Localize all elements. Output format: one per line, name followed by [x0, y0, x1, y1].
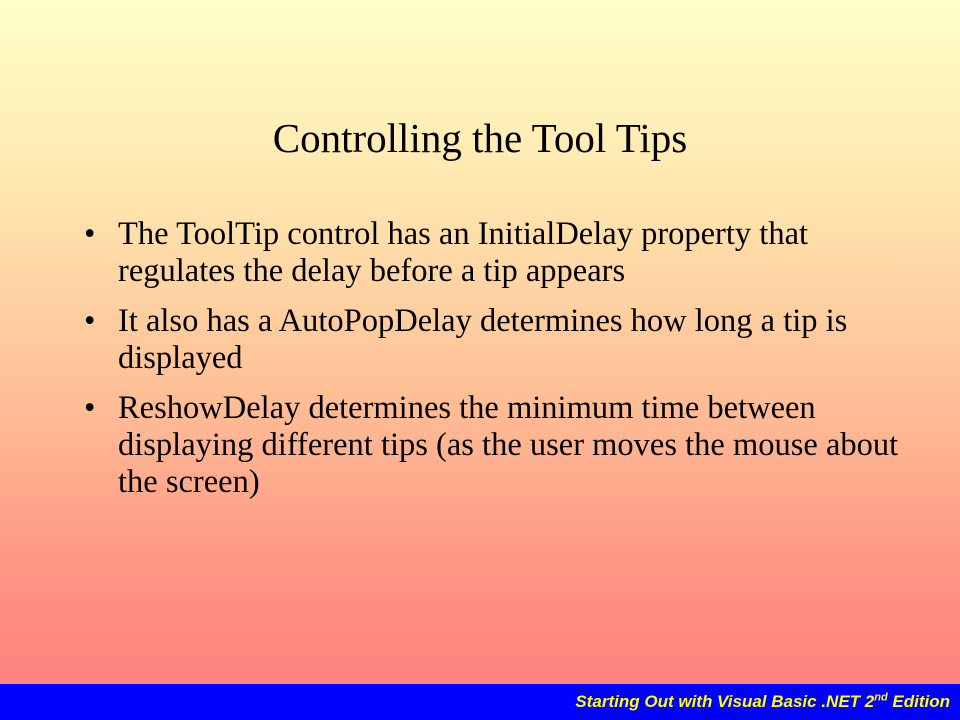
bullet-icon: •: [84, 216, 96, 252]
bullet-text: The ToolTip control has an InitialDelay property that regulates the delay before a tip appears: [118, 216, 809, 289]
bullet-list: [80, 216, 900, 514]
footer-bar: [0, 684, 960, 720]
bullet-icon: •: [84, 303, 96, 339]
bullet-text: It also has a AutoPopDelay determines how long a tip is displayed: [118, 303, 848, 376]
bullet-icon: •: [84, 390, 96, 426]
slide-title: Controlling the Tool Tips: [272, 115, 688, 161]
bullet-item: [80, 216, 900, 290]
footer-book-title: Starting Out with Visual Basic .NET 2: [575, 692, 875, 711]
footer-text: [575, 684, 950, 720]
bullet-text: ReshowDelay determines the minimum time between displaying different tips (as the user moves the mouse about the screen): [118, 390, 899, 500]
footer-edition: Edition: [887, 692, 950, 711]
footer-superscript: nd: [874, 691, 888, 704]
bullet-item: [80, 390, 900, 501]
bullet-item: [80, 303, 900, 377]
